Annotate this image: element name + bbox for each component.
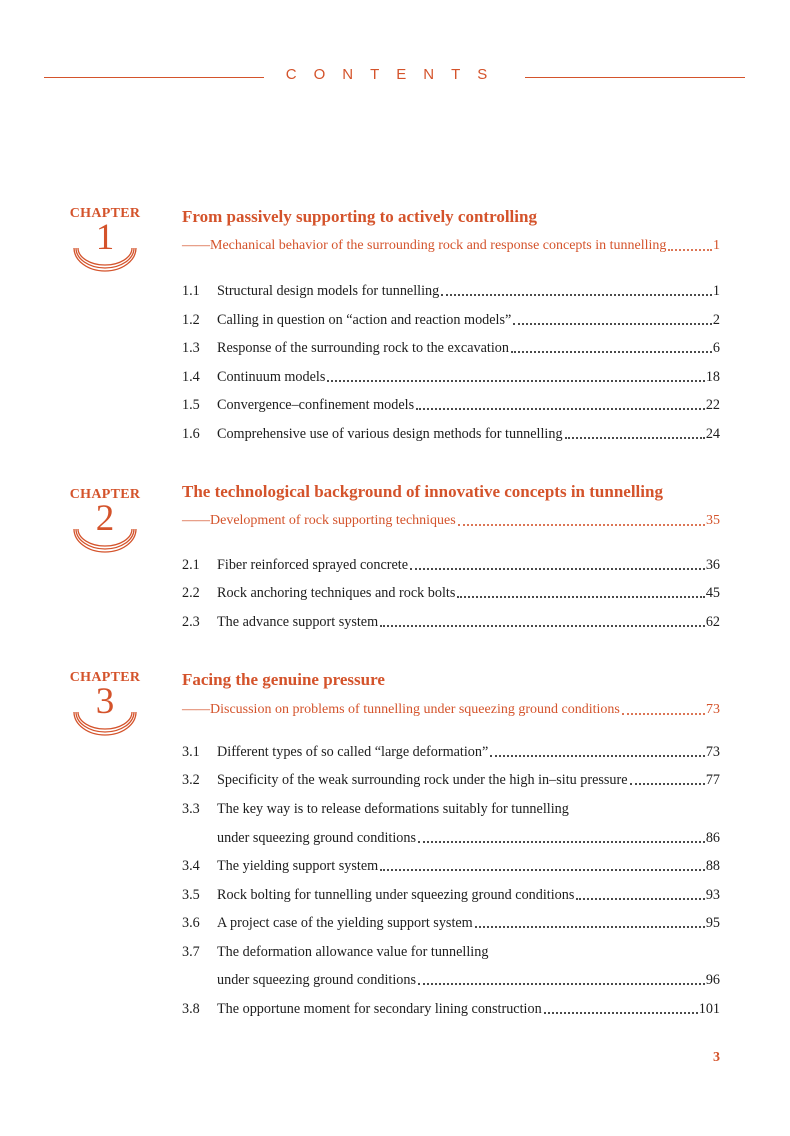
chapter-label: CHAPTER xyxy=(69,670,141,685)
toc-entry[interactable] xyxy=(182,910,720,932)
chapter-label: CHAPTER xyxy=(69,206,141,221)
page-ref: 45 xyxy=(705,585,720,601)
page-ref: 73 xyxy=(705,744,720,760)
page-ref: 22 xyxy=(705,397,720,413)
toc-entry[interactable] xyxy=(182,853,720,875)
toc-entry[interactable] xyxy=(182,739,720,761)
section-title: The yielding support system xyxy=(217,858,379,874)
section-number: 3.4 xyxy=(182,858,200,874)
section-number: 3.6 xyxy=(182,915,200,931)
section-number: 3.3 xyxy=(182,801,200,817)
toc-entry[interactable] xyxy=(182,421,720,443)
section-number: 3.1 xyxy=(182,744,200,760)
page-ref: 36 xyxy=(705,557,720,573)
dot-leader xyxy=(513,319,712,325)
section-title: The advance support system xyxy=(217,614,379,630)
chapter-number: 1 xyxy=(95,217,115,258)
section-title: Structural design models for tunnelling xyxy=(217,283,440,299)
chapter-subtitle: Discussion on problems of tunnelling under squeezing ground conditions xyxy=(210,702,620,717)
dot-leader xyxy=(544,1008,698,1014)
section-number: 3.2 xyxy=(182,772,200,788)
section-number: 3.5 xyxy=(182,887,200,903)
page-ref: 88 xyxy=(705,858,720,874)
section-title: Different types of so called “large deformation” xyxy=(217,744,489,760)
section-title: Specificity of the weak surrounding rock under the high in–situ pressure xyxy=(217,772,628,788)
toc-entry[interactable] xyxy=(182,392,720,414)
toc-entry[interactable] xyxy=(182,307,720,329)
chapter-subtitle: Mechanical behavior of the surrounding rock and response concepts in tunnelling xyxy=(210,238,667,253)
chapter-subtitle: Development of rock supporting techniques xyxy=(210,513,456,528)
section-title: Comprehensive use of various design methods for tunnelling xyxy=(217,426,563,442)
section-title-cont: under squeezing ground conditions xyxy=(217,830,416,846)
dot-leader xyxy=(490,751,705,757)
dot-leader xyxy=(418,979,705,985)
toc-entry[interactable] xyxy=(182,278,720,300)
section-title: Calling in question on “action and reaction models” xyxy=(217,312,512,328)
dot-leader xyxy=(458,520,705,526)
section-number: 2.1 xyxy=(182,557,200,573)
toc-entry-continuation[interactable] xyxy=(217,825,720,847)
page-ref: 62 xyxy=(705,614,720,630)
page-ref: 6 xyxy=(712,340,720,356)
toc-entry[interactable] xyxy=(182,882,720,904)
toc-entry[interactable] xyxy=(182,233,720,255)
chapter-badge-2 xyxy=(62,487,148,553)
chapter-title: The technological background of innovative concepts in tunnelling xyxy=(182,482,663,501)
page-ref: 1 xyxy=(712,283,720,299)
section-title: Fiber reinforced sprayed concrete xyxy=(217,557,409,573)
section-title: Rock anchoring techniques and rock bolts xyxy=(217,585,456,601)
toc-entry[interactable] xyxy=(182,508,720,530)
section-title: A project case of the yielding support system xyxy=(217,915,473,931)
subtitle-dash: —— xyxy=(182,702,210,717)
dot-leader xyxy=(475,922,705,928)
toc-entry[interactable] xyxy=(182,796,720,818)
section-title: Convergence–confinement models xyxy=(217,397,415,413)
section-number: 1.6 xyxy=(182,426,200,442)
page-ref: 86 xyxy=(705,830,720,846)
section-number: 1.3 xyxy=(182,340,200,356)
page-ref: 95 xyxy=(705,915,720,931)
dot-leader xyxy=(416,404,705,410)
chapter-title: Facing the genuine pressure xyxy=(182,670,385,689)
subtitle-dash: —— xyxy=(182,238,210,253)
section-title: The key way is to release deformations suitably for tunnelling xyxy=(217,801,569,817)
chapter-badge-3 xyxy=(62,670,148,736)
section-title: Rock bolting for tunnelling under squeezing ground conditions xyxy=(217,887,575,903)
page-ref: 24 xyxy=(705,426,720,442)
toc-entry-continuation[interactable] xyxy=(217,967,720,989)
page-ref: 2 xyxy=(712,312,720,328)
page-ref: 73 xyxy=(706,702,720,717)
section-title: Response of the surrounding rock to the excavation xyxy=(217,340,509,356)
section-number: 1.1 xyxy=(182,283,200,299)
page-ref: 1 xyxy=(713,238,720,253)
section-number: 3.8 xyxy=(182,1001,200,1017)
dot-leader xyxy=(576,894,704,900)
dot-leader xyxy=(511,347,712,353)
toc-entry[interactable] xyxy=(182,996,720,1018)
page-ref: 35 xyxy=(706,513,720,528)
section-title: The opportune moment for secondary lining construction xyxy=(217,1001,542,1017)
section-number: 3.7 xyxy=(182,944,200,960)
toc-entry[interactable] xyxy=(182,335,720,357)
toc-entry[interactable] xyxy=(182,580,720,602)
chapter-number: 2 xyxy=(95,498,115,539)
toc-entry[interactable] xyxy=(182,609,720,631)
page-ref: 18 xyxy=(705,369,720,385)
chapter-title: From passively supporting to actively controlling xyxy=(182,207,537,226)
section-number: 1.4 xyxy=(182,369,200,385)
page-ref: 93 xyxy=(705,887,720,903)
dot-leader xyxy=(457,592,704,598)
dot-leader xyxy=(327,376,704,382)
chapter-label: CHAPTER xyxy=(69,487,141,502)
section-title: Continuum models xyxy=(217,369,326,385)
section-title: The deformation allowance value for tunnelling xyxy=(217,944,489,960)
dot-leader xyxy=(418,837,705,843)
dot-leader xyxy=(380,621,705,627)
section-number: 1.2 xyxy=(182,312,200,328)
toc-entry[interactable] xyxy=(182,939,720,961)
toc-entry[interactable] xyxy=(182,767,720,789)
page-ref: 101 xyxy=(698,1001,720,1017)
header-rule-left xyxy=(44,77,264,78)
chapter-number: 3 xyxy=(95,681,115,722)
section-title-cont: under squeezing ground conditions xyxy=(217,972,416,988)
toc-entry[interactable] xyxy=(182,552,720,574)
subtitle-dash: —— xyxy=(182,513,210,528)
contents-heading: CONTENTS xyxy=(285,66,505,83)
dot-leader xyxy=(565,433,705,439)
page-number: 3 xyxy=(713,1050,720,1065)
header-rule-right xyxy=(525,77,745,78)
dot-leader xyxy=(441,290,712,296)
page-ref: 96 xyxy=(705,972,720,988)
page-ref: 77 xyxy=(705,772,720,788)
chapter-badge-1 xyxy=(62,206,148,272)
dot-leader xyxy=(630,779,705,785)
section-number: 2.3 xyxy=(182,614,200,630)
section-number: 1.5 xyxy=(182,397,200,413)
dot-leader xyxy=(380,865,705,871)
toc-entry[interactable] xyxy=(182,364,720,386)
section-number: 2.2 xyxy=(182,585,200,601)
toc-entry[interactable] xyxy=(182,697,720,719)
dot-leader xyxy=(410,564,705,570)
dot-leader xyxy=(668,245,712,251)
dot-leader xyxy=(622,709,705,715)
